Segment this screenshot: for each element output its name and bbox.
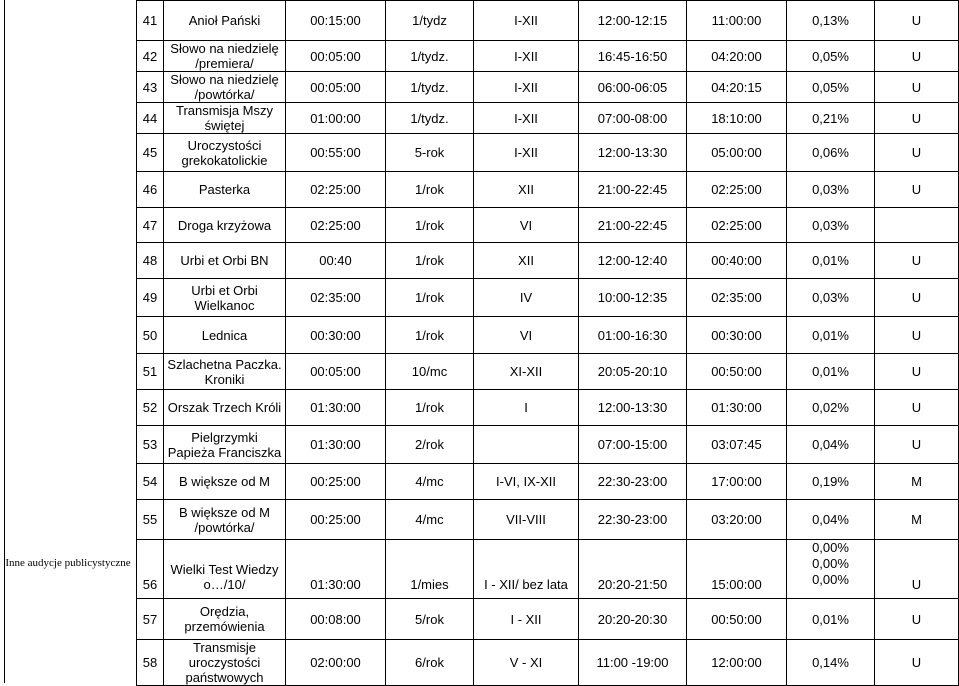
row-number: 45 <box>137 134 164 172</box>
months: I-XII <box>474 134 579 172</box>
total-time: 15:00:00 <box>687 540 787 599</box>
total-time: 00:50:00 <box>687 354 787 390</box>
months: I-XII <box>474 1 579 41</box>
extra-percent: 0,00% <box>812 572 849 587</box>
months: I-VI, IX-XII <box>474 464 579 500</box>
extra-percent: 0,00% <box>812 556 849 571</box>
programme-name: Transmisja Mszy świętej <box>164 103 286 134</box>
type-code: U <box>875 317 959 354</box>
months <box>474 426 579 464</box>
months: IV <box>474 279 579 317</box>
broadcast-time: 12:00-12:40 <box>579 243 687 279</box>
programme-name: Urbi et Orbi Wielkanoc <box>164 279 286 317</box>
duration: 00:25:00 <box>286 464 386 500</box>
row-number: 46 <box>137 172 164 208</box>
row-number: 58 <box>137 640 164 686</box>
table-row <box>137 426 959 464</box>
broadcast-time: 20:20-20:30 <box>579 599 687 640</box>
type-code: U <box>875 1 959 41</box>
share-percent: 0,19% <box>787 464 875 500</box>
row-number: 57 <box>137 599 164 640</box>
frequency: 4/mc <box>386 500 474 540</box>
table-row <box>137 390 959 426</box>
frequency: 1/tydz <box>386 1 474 41</box>
type-code: U <box>875 72 959 103</box>
broadcast-time: 06:00-06:05 <box>579 72 687 103</box>
duration: 02:25:00 <box>286 172 386 208</box>
duration: 00:05:00 <box>286 72 386 103</box>
broadcast-time: 07:00-08:00 <box>579 103 687 134</box>
frequency: 10/mc <box>386 354 474 390</box>
share-percent: 0,13% <box>787 1 875 41</box>
programme-name: Urbi et Orbi BN <box>164 243 286 279</box>
frequency: 1/rok <box>386 279 474 317</box>
table-row <box>137 103 959 134</box>
extra-percent-stack <box>789 540 872 588</box>
months: VI <box>474 208 579 243</box>
category-column <box>0 0 137 683</box>
programme-name: Uroczystości grekokatolickie <box>164 134 286 172</box>
row-number: 43 <box>137 72 164 103</box>
table-body <box>137 1 959 686</box>
share-percent: 0,04% <box>787 500 875 540</box>
programme-name: Orszak Trzech Króli <box>164 390 286 426</box>
row-number: 56 <box>137 540 164 599</box>
broadcast-time: 07:00-15:00 <box>579 426 687 464</box>
duration: 01:00:00 <box>286 103 386 134</box>
total-time: 03:07:45 <box>687 426 787 464</box>
programme-name: Anioł Pański <box>164 1 286 41</box>
duration: 02:35:00 <box>286 279 386 317</box>
row-number: 54 <box>137 464 164 500</box>
total-time: 02:35:00 <box>687 279 787 317</box>
share-percent: 0,01% <box>787 354 875 390</box>
months: VII-VIII <box>474 500 579 540</box>
table-row <box>137 208 959 243</box>
months: VI <box>474 317 579 354</box>
type-code: U <box>875 103 959 134</box>
months: XII <box>474 243 579 279</box>
duration: 00:05:00 <box>286 41 386 72</box>
frequency: 5/rok <box>386 599 474 640</box>
duration: 00:30:00 <box>286 317 386 354</box>
share-percent: 0,14% <box>787 640 875 686</box>
table-row <box>137 640 959 686</box>
type-code: U <box>875 172 959 208</box>
share-percent: 0,01% <box>787 317 875 354</box>
type-code: U <box>875 354 959 390</box>
months: V - XI <box>474 640 579 686</box>
programme-name: Słowo na niedzielę /premiera/ <box>164 41 286 72</box>
broadcast-time: 21:00-22:45 <box>579 208 687 243</box>
broadcast-time: 10:00-12:35 <box>579 279 687 317</box>
frequency: 1/rok <box>386 317 474 354</box>
row-number: 55 <box>137 500 164 540</box>
duration: 01:30:00 <box>286 426 386 464</box>
table-row <box>137 464 959 500</box>
table-row <box>137 41 959 72</box>
programme-name: Wielki Test Wiedzy o…/10/ <box>164 540 286 599</box>
type-code: U <box>875 41 959 72</box>
months: I - XII/ bez lata <box>474 540 579 599</box>
frequency: 1/rok <box>386 172 474 208</box>
total-time: 18:10:00 <box>687 103 787 134</box>
type-code <box>875 208 959 243</box>
type-code: U <box>875 599 959 640</box>
total-time: 11:00:00 <box>687 1 787 41</box>
programme-name: B większe od M <box>164 464 286 500</box>
duration: 02:25:00 <box>286 208 386 243</box>
type-code: M <box>875 464 959 500</box>
category-rule <box>4 0 5 683</box>
category-label: Inne audycje publicystyczne <box>5 557 131 569</box>
programme-table <box>136 0 959 686</box>
programme-name: Orędzia, przemówienia <box>164 599 286 640</box>
total-time: 04:20:15 <box>687 72 787 103</box>
frequency: 4/mc <box>386 464 474 500</box>
share-percent: 0,05% <box>787 41 875 72</box>
table-row <box>137 540 959 599</box>
type-code: U <box>875 390 959 426</box>
broadcast-time: 11:00 -19:00 <box>579 640 687 686</box>
months: I-XII <box>474 103 579 134</box>
type-code: U <box>875 134 959 172</box>
frequency: 2/rok <box>386 426 474 464</box>
table-row <box>137 1 959 41</box>
table-row <box>137 243 959 279</box>
duration: 00:08:00 <box>286 599 386 640</box>
total-time: 12:00:00 <box>687 640 787 686</box>
programme-name: Pielgrzymki Papieża Franciszka <box>164 426 286 464</box>
total-time: 00:30:00 <box>687 317 787 354</box>
share-percent <box>787 540 875 599</box>
broadcast-time: 01:00-16:30 <box>579 317 687 354</box>
share-percent: 0,01% <box>787 243 875 279</box>
months: I <box>474 390 579 426</box>
programme-name: B większe od M /powtórka/ <box>164 500 286 540</box>
months: I - XII <box>474 599 579 640</box>
duration: 02:00:00 <box>286 640 386 686</box>
months: XII <box>474 172 579 208</box>
type-code: U <box>875 279 959 317</box>
row-number: 47 <box>137 208 164 243</box>
total-time: 02:25:00 <box>687 208 787 243</box>
frequency: 1/rok <box>386 208 474 243</box>
frequency: 1/rok <box>386 390 474 426</box>
total-time: 01:30:00 <box>687 390 787 426</box>
total-time: 03:20:00 <box>687 500 787 540</box>
broadcast-time: 22:30-23:00 <box>579 500 687 540</box>
row-number: 53 <box>137 426 164 464</box>
type-code: M <box>875 500 959 540</box>
broadcast-time: 12:00-12:15 <box>579 1 687 41</box>
total-time: 02:25:00 <box>687 172 787 208</box>
type-code: U <box>875 426 959 464</box>
broadcast-time: 20:20-21:50 <box>579 540 687 599</box>
broadcast-time: 12:00-13:30 <box>579 134 687 172</box>
share-percent: 0,02% <box>787 390 875 426</box>
total-time: 04:20:00 <box>687 41 787 72</box>
table-row <box>137 500 959 540</box>
broadcast-time: 22:30-23:00 <box>579 464 687 500</box>
table-row <box>137 134 959 172</box>
row-number: 44 <box>137 103 164 134</box>
share-percent: 0,03% <box>787 208 875 243</box>
row-number: 52 <box>137 390 164 426</box>
table-row <box>137 317 959 354</box>
row-number: 42 <box>137 41 164 72</box>
row-number: 41 <box>137 1 164 41</box>
share-percent: 0,01% <box>787 599 875 640</box>
share-percent: 0,04% <box>787 426 875 464</box>
table-row <box>137 172 959 208</box>
duration: 00:25:00 <box>286 500 386 540</box>
frequency: 1/tydz. <box>386 103 474 134</box>
programme-name: Lednica <box>164 317 286 354</box>
duration: 00:15:00 <box>286 1 386 41</box>
duration: 01:30:00 <box>286 390 386 426</box>
months: I-XII <box>474 72 579 103</box>
months: XI-XII <box>474 354 579 390</box>
programme-name: Szlachetna Paczka. Kroniki <box>164 354 286 390</box>
table-row <box>137 72 959 103</box>
row-number: 50 <box>137 317 164 354</box>
share-percent: 0,05% <box>787 72 875 103</box>
duration: 00:40 <box>286 243 386 279</box>
programme-name: Droga krzyżowa <box>164 208 286 243</box>
broadcast-time: 21:00-22:45 <box>579 172 687 208</box>
row-number: 49 <box>137 279 164 317</box>
programme-name: Pasterka <box>164 172 286 208</box>
table-row <box>137 354 959 390</box>
frequency: 5-rok <box>386 134 474 172</box>
broadcast-time: 20:05-20:10 <box>579 354 687 390</box>
share-percent: 0,03% <box>787 279 875 317</box>
broadcast-time: 16:45-16:50 <box>579 41 687 72</box>
programme-name: Transmisje uroczystości państwowych <box>164 640 286 686</box>
total-time: 17:00:00 <box>687 464 787 500</box>
table-row <box>137 279 959 317</box>
frequency: 1/mies <box>386 540 474 599</box>
table-row <box>137 599 959 640</box>
total-time: 05:00:00 <box>687 134 787 172</box>
type-code: U <box>875 640 959 686</box>
duration: 00:05:00 <box>286 354 386 390</box>
frequency: 1/tydz. <box>386 41 474 72</box>
frequency: 6/rok <box>386 640 474 686</box>
row-number: 48 <box>137 243 164 279</box>
share-percent: 0,06% <box>787 134 875 172</box>
share-percent: 0,21% <box>787 103 875 134</box>
frequency: 1/rok <box>386 243 474 279</box>
duration: 00:55:00 <box>286 134 386 172</box>
total-time: 00:40:00 <box>687 243 787 279</box>
type-code: U <box>875 540 959 599</box>
duration: 01:30:00 <box>286 540 386 599</box>
broadcast-time: 12:00-13:30 <box>579 390 687 426</box>
programme-name: Słowo na niedzielę /powtórka/ <box>164 72 286 103</box>
total-time: 00:50:00 <box>687 599 787 640</box>
share-percent: 0,03% <box>787 172 875 208</box>
type-code: U <box>875 243 959 279</box>
months: I-XII <box>474 41 579 72</box>
extra-percent: 0,00% <box>812 540 849 555</box>
frequency: 1/tydz. <box>386 72 474 103</box>
row-number: 51 <box>137 354 164 390</box>
